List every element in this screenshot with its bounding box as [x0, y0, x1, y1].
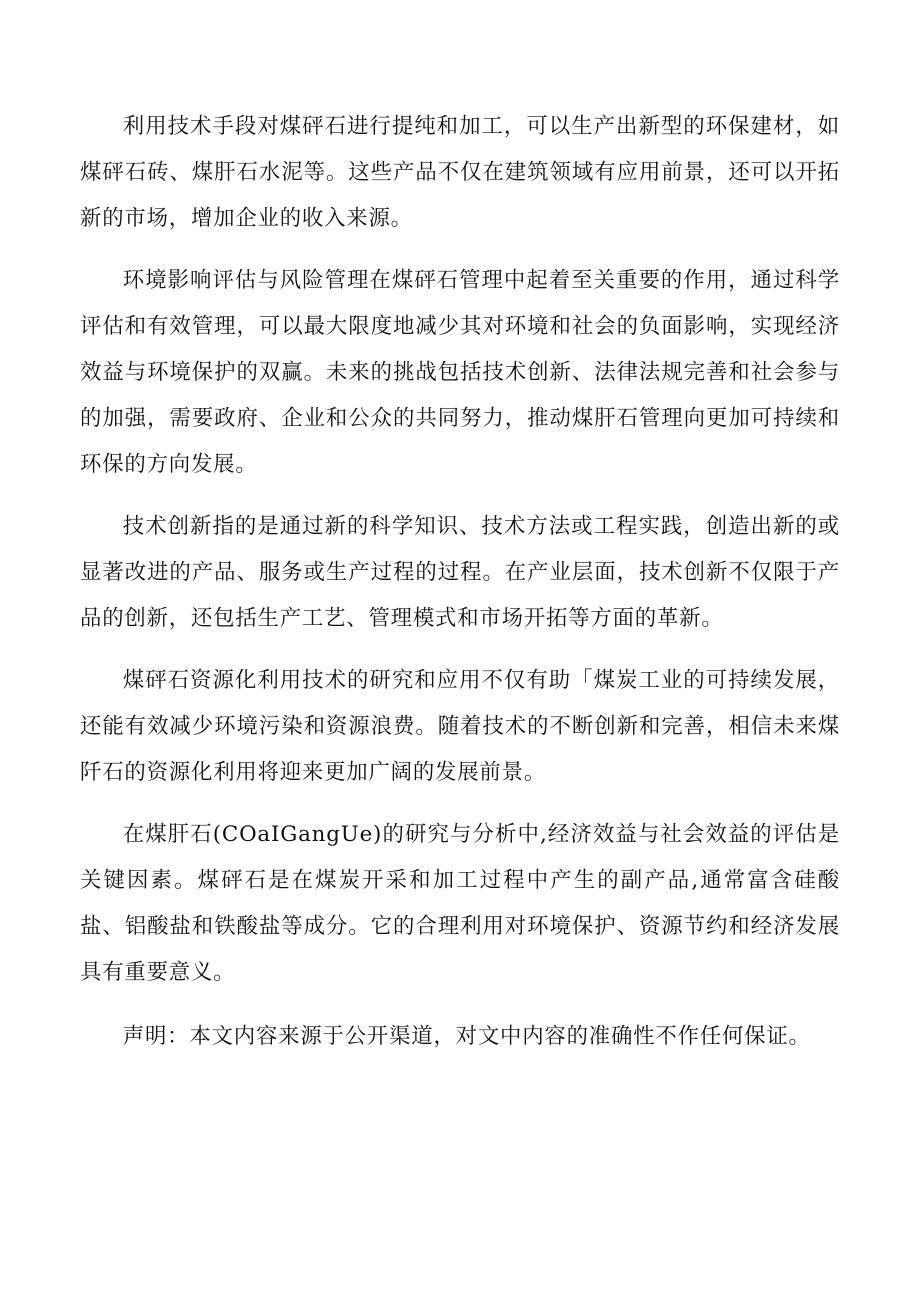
paragraph-resource-utilization: 煤砰石资源化利用技术的研究和应用不仅有助「煤炭工业的可持续发展，还能有效减少环境污染和资源浪费。随着技术的不断创新和完善，相信未来煤阡石的资源化利用将迎来更加广阔的发展前景。: [80, 668, 840, 785]
paragraph-environmental-assessment: 环境影响评估与风险管理在煤砰石管理中起着至关重要的作用，通过科学评估和有效管理，可以最大限度地减少其对环境和社会的负面影响，实现经济效益与环境保护的双赢。未来的挑战包括技术创新、法律法规完善和社会参与的加强，需要政府、企业和公众的共同努力，推动煤肝石管理向更加可持续和环保的方向发展。: [80, 268, 840, 477]
document-body: [80, 104, 840, 1076]
paragraph-building-materials: 利用技术手段对煤砰石进行提纯和加工，可以生产出新型的环保建材，如煤砰石砖、煤肝石水泥等。这些产品不仅在建筑领域有应用前景，还可以开拓新的市场，增加企业的收入来源。: [80, 114, 840, 231]
paragraph-technical-innovation: 技术创新指的是通过新的科学知识、技术方法或工程实践，创造出新的或显著改进的产品、服务或生产过程的过程。在产业层面，技术创新不仅限于产品的创新，还包括生产工艺、管理模式和市场开拓等方面的革新。: [80, 514, 840, 631]
paragraph-economic-social-benefits: 在煤肝石(COaIGangUe)的研究与分析中,经济效益与社会效益的评估是关键因素。煤砰石是在煤炭开采和加工过程中产生的副产品,通常富含硅酸盐、铝酸盐和铁酸盐等成分。它的合理利用对环境保护、资源节约和经济发展具有重要意义。: [80, 822, 840, 985]
disclaimer-statement: 声明：本文内容来源于公开渠道，对文中内容的准确性不作任何保证。: [122, 1024, 811, 1049]
